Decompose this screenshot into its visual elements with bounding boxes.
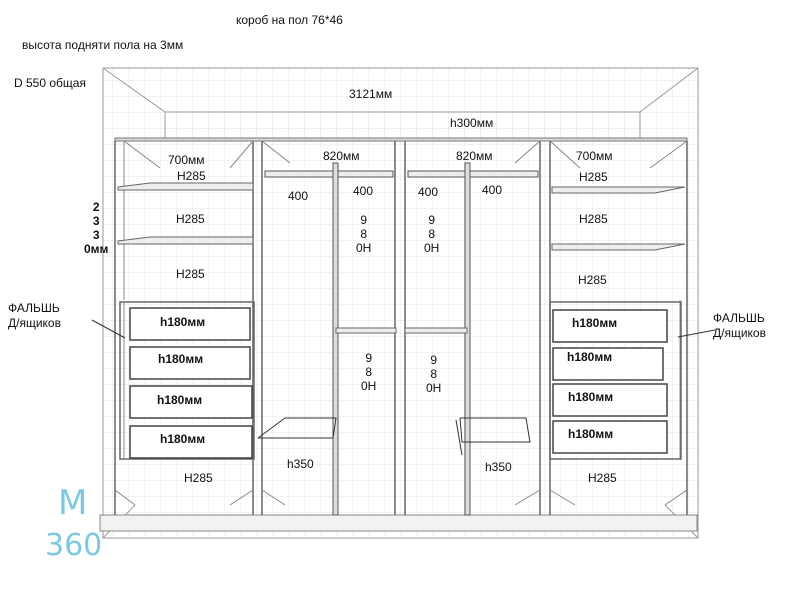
mid-left-drop-1: 9 8 0Н (356, 213, 372, 255)
false-panel-right: ФАЛЬШЬ Д/ящиков (713, 311, 766, 340)
left-drawer-3: h180мм (157, 393, 203, 407)
logo-letter: М (58, 483, 89, 523)
mid-right-drop-1: 9 8 0Н (424, 213, 440, 255)
mid-right-h350: h350 (485, 460, 512, 474)
dim-left-width: 700мм (168, 153, 205, 167)
right-drawer-4: h180мм (568, 427, 614, 441)
dim-top-height: h300мм (450, 116, 494, 130)
mid-left-h350: h350 (287, 457, 314, 471)
dim-right-width: 700мм (576, 149, 613, 163)
note-floor: высота подняти пола на 3мм (22, 38, 184, 52)
note-depth: D 550 общая (14, 76, 86, 90)
mid-rod-400-3: 400 (418, 185, 439, 199)
dim-mid-left-width: 820мм (323, 149, 360, 163)
left-drawer-1: h180мм (160, 315, 206, 329)
logo-number: 360 (45, 528, 103, 563)
left-drawer-2: h180мм (158, 352, 204, 366)
right-h285-1: Н285 (579, 170, 608, 184)
right-drawer-2: h180мм (567, 350, 613, 364)
note-box: короб на пол 76*46 (236, 13, 343, 27)
dim-mid-right-width: 820мм (456, 149, 493, 163)
right-h285-2: Н285 (579, 212, 608, 226)
top-shelf (115, 138, 687, 141)
left-drawer-4: h180мм (160, 432, 206, 446)
left-h285-2: Н285 (176, 212, 205, 226)
right-drawer-3: h180мм (568, 390, 614, 404)
left-h285-1: Н285 (177, 169, 206, 183)
false-panel-left: ФАЛЬШЬ Д/ящиков (8, 301, 61, 330)
right-h285-3: Н285 (578, 273, 607, 287)
right-drawer-1: h180мм (572, 316, 618, 330)
mid-rod-400-4: 400 (482, 183, 503, 197)
left-height: 2 3 3 0мм (84, 200, 109, 256)
left-h285-3: Н285 (176, 267, 205, 281)
mid-rod-400-2: 400 (353, 184, 374, 198)
dim-total-width: 3121мм (349, 87, 393, 101)
left-bottom-h285: Н285 (184, 471, 213, 485)
mid-right-drop-2: 9 8 0Н (426, 353, 442, 395)
right-bottom-h285: Н285 (588, 471, 617, 485)
mid-left-drop-2: 9 8 0Н (361, 351, 377, 393)
mid-rod-400-1: 400 (288, 189, 309, 203)
